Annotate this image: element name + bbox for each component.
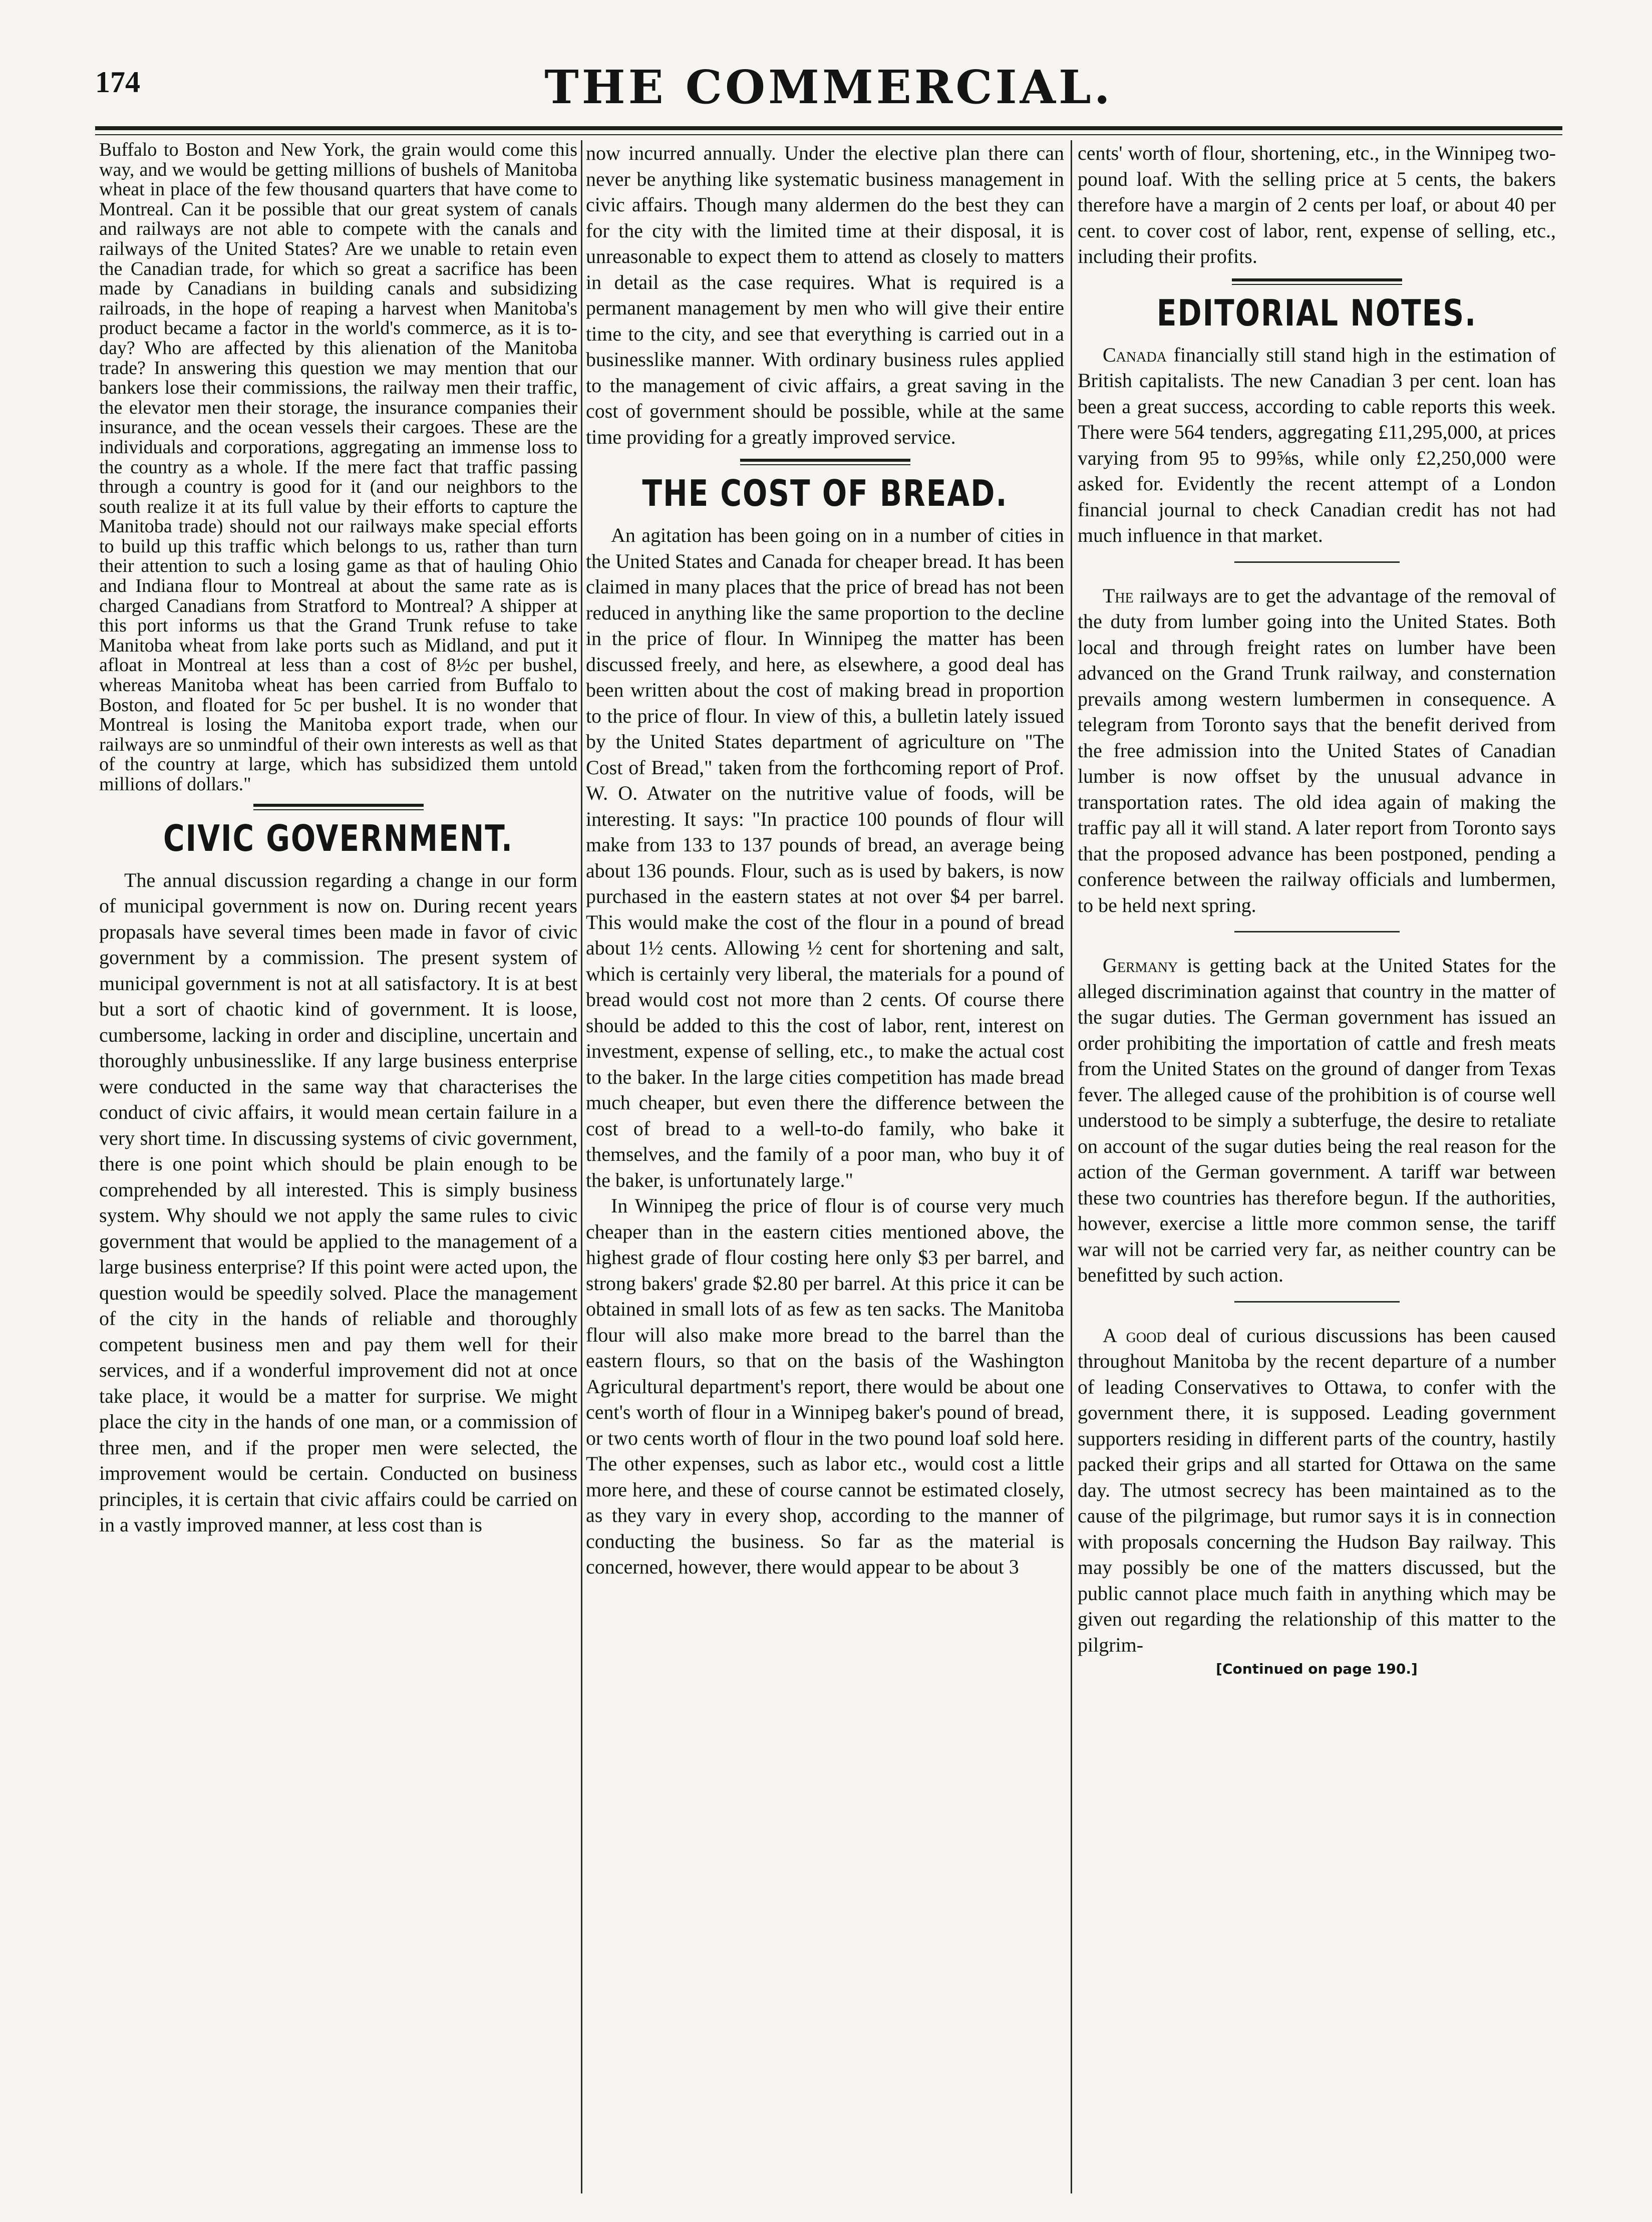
header-rule-thin xyxy=(95,134,1562,135)
header-rule xyxy=(95,126,1562,130)
section-divider xyxy=(253,804,424,810)
note-text: railways are to get the advantage of the removal of the duty from lumber going into the United States. Both local and through freight rates on lumber have been advanced on the Grand Trunk railway, and consternation prevails among western lumbermen in consequence. A telegram from Toronto says that the benefit derived from the free admission into the United States of Canadian lumber is now offset by the unusual advance in transportation rates. The old idea again of making the traffic pay all it will stand. A later report from Toronto says that the proposed advance has been postponed, pending a conference between the railway officials and lumbermen, to be held next spring. xyxy=(1078,584,1556,916)
note-divider xyxy=(1234,931,1400,932)
column-1 xyxy=(99,140,577,2198)
note-divider xyxy=(1234,561,1400,563)
note-text: is getting back at the United States for the alleged discrimination against that country in the matter of the sugar duties. The German government has issued an order prohibiting the importation of cattle and fresh meats from the United States on the ground of danger from Texas fever. The alleged cause of the prohibition is of course well understood to be simply a subterfuge, the desire to retaliate on account of the sugar duties being the real reason for the action of the German government. A tariff war between these two countries has therefore begun. If the authorities, however, exercise a little more common sense, the tariff war will not be carried very far, as neither country can be benefitted by such action. xyxy=(1078,954,1556,1286)
note-lead: Germany xyxy=(1103,954,1178,977)
editorial-note xyxy=(1078,583,1556,918)
editorial-note xyxy=(1078,1323,1556,1658)
article-paragraph: In Winnipeg the price of flour is of course very much cheaper than in the eastern cities mentioned above, the highest grade of flour costing here only $3 per barrel, and strong bakers' grade $2.80 per barrel. At this price it can be obtained in small lots of as few as ten sacks. The Manitoba flour will also make more bread to the barrel than the eastern flours, so that on the basis of the Washington Agricultural department's report, there would be about one cent's worth of flour in a Winnipeg baker's pound of bread, or two cents worth of flour in the two pound loaf sold here. The other expenses, such as labor etc., would cost a little more here, and these of course cannot be estimated closely, as they vary in every shop, according to the manner of conducting the business. So far as the material is concerned, however, there would appear to be about 3 xyxy=(586,1194,1064,1578)
editorial-note xyxy=(1078,953,1556,1288)
column-divider xyxy=(1071,140,1072,2193)
article-paragraph: cents' worth of flour, shortening, etc., in the Winnipeg two-pound loaf. With the selling price at 5 cents, the bakers therefore have a margin of 2 cents per loaf, or about 40 per cent. to cover cost of labor, rent, expense of selling, etc., including their profits. xyxy=(1078,142,1556,267)
continued-notice: [Continued on page 190.] xyxy=(1216,1661,1418,1677)
note-text: deal of curious discussions has been caused throughout Manitoba by the recent departure of a number of leading Conservatives to Ottawa, to confer with the government there, it is supposed. Leading government supporters residing in different parts of the country, hastily packed their grips and all started for Ottawa on the same day. The utmost secrecy has been maintained as to the cause of the pilgrimage, but rumor says it is in connection with proposals concerning the Hudson Bay railway. This may possibly be one of the matters discussed, but the public cannot place much faith in anything which may be given out regarding the relationship of this matter to the pilgrim- xyxy=(1078,1324,1556,1656)
section-heading-editorial-notes: EDITORIAL NOTES. xyxy=(1156,291,1477,334)
section-heading-civic-government: CIVIC GOVERNMENT. xyxy=(163,817,514,860)
section-divider xyxy=(1232,278,1402,285)
note-lead: The xyxy=(1103,584,1134,607)
section-divider xyxy=(740,459,910,465)
column-divider xyxy=(581,140,582,2193)
masthead-title: THE COMMERCIAL. xyxy=(544,60,1113,114)
page-number: 174 xyxy=(95,66,140,99)
column-2 xyxy=(586,140,1064,2198)
column-3 xyxy=(1078,140,1556,2198)
note-divider xyxy=(1234,1301,1400,1303)
note-text: financially still stand high in the estimation of British capitalists. The new Canadian 3 per cent. loan has been a great success, according to cable reports this week. There were 564 tenders, aggregating £11,295,000, at prices varying from 95 to 99⅝s, while only £2,250,000 were asked for. Evidently the recent attempt of a London financial journal to check Canadian credit has not had much influence in that market. xyxy=(1078,343,1556,546)
article-paragraph: now incurred annually. Under the elective plan there can never be anything like systematic business management in civic affairs. Though many aldermen do the best they can for the city with the limited time at their disposal, it is unreasonable to expect them to attend as closely to matters in detail as the case requires. What is required is a permanent management by men who will give their entire time to the city, and see that everything is carried out in a businesslike manner. With ordinary business rules applied to the management of civic affairs, a great saving in the cost of government should be possible, while at the same time providing for a greatly improved service. xyxy=(586,142,1064,448)
section-heading-cost-of-bread: THE COST OF BREAD. xyxy=(642,472,1008,515)
page-header xyxy=(95,60,1562,125)
article-paragraph: Buffalo to Boston and New York, the grain would come this way, and we would be getting millions of bushels of Manitoba wheat in place of the few thousand quarters that have come to Montreal. Can it be possible that our great system of canals and railways are not able to compete with the canals and railways of the United States? Are we unable to retain even the Canadian trade, for which so great a sacrifice has been made by Canadians in building canals and subsidizing railroads, in the hope of reaping a harvest when Manitoba's product became a factor in the world's commerce, as it is to-day? Who are affected by this alienation of the Manitoba trade? In answering this question we may mention that our bankers lose their commissions, the railway men their traffic, the elevator men their storage, the insurance companies their insurance, and the ocean vessels their cargoes. These are the individuals and corporations, aggregating an immense loss to the country as a whole. If the mere fact that traffic passing through a country is good for it (and our neighbors to the south realize it at its full value by their efforts to capture the Manitoba trade) should not our railways make special efforts to build up this traffic which belongs to us, rather than turn their attention to such a losing game as that of hauling Ohio and Indiana flour to Montreal at about the same rate as is charged Canadians from Stratford to Montreal? A shipper at this port informs us that the Grand Trunk refuse to take Manitoba wheat from lake ports such as Midland, and put it afloat in Montreal at less than a cost of 8½c per bushel, whereas Manitoba wheat has been carried from Buffalo to Boston, and floated for 5c per bushel. It is no wonder that Montreal is losing the Manitoba export trade, when our railways are so unmindful of their own interests as well as that of the country at large, which has subsidized them untold millions of dollars." xyxy=(99,140,577,795)
note-lead: Canada xyxy=(1103,343,1167,366)
article-paragraph: The annual discussion regarding a change in our form of municipal government is now on. During recent years propasals have several times been made in favor of civic government by a commission. The present system of municipal government is not at all satisfactory. It is at best but a sort of chaotic kind of government. It is loose, cumbersome, lacking in order and discipline, uncertain and thoroughly unbusinesslike. If any large business enterprise were conducted in the same way that characterises the conduct of civic affairs, it would mean certain failure in a very short time. In discussing systems of civic government, there is one point which should be plain enough to be comprehended by all interested. This is simply business system. Why should we not apply the same rules to civic government that would be applied to the management of a large business enterprise? If this point were acted upon, the question would be speedily solved. Place the management of the city in the hands of reliable and thoroughly competent business men and pay them well for their services, and if a wonderful improvement did not at once take place, it would be a matter for surprise. We might place the city in the hands of one man, or a commission of three men, and if the proper men were selected, the improvement would be certain. Conducted on business principles, it is certain that civic affairs could be carried on in a vastly improved manner, at less cost than is xyxy=(99,868,577,1536)
editorial-note xyxy=(1078,342,1556,548)
note-lead: A good xyxy=(1103,1324,1167,1347)
article-paragraph: An agitation has been going on in a number of cities in the United States and Canada for cheaper bread. It has been claimed in many places that the price of bread has not been reduced in anything like the same proportion to the decline in the price of flour. In Winnipeg the matter has been discussed freely, and here, as elsewhere, a good deal has been written about the cost of making bread in proportion to the price of flour. In view of this, a bulletin lately issued by the United States department of agriculture on "The Cost of Bread," taken from the forthcoming report of Prof. W. O. Atwater on the nutritive value of foods, will be interesting. It says: "In practice 100 pounds of flour will make from 133 to 137 pounds of bread, an average being about 136 pounds. Flour, such as is used by bakers, is now purchased in the eastern states at not over $4 per barrel. This would make the cost of the flour in a pound of bread about 1½ cents. Allowing ½ cent for shortening and salt, which is certainly very liberal, the materials for a pound of bread would cost not more than 2 cents. Of course there should be added to this the cost of labor, rent, interest on investment, expense of selling, etc., to make the actual cost to the baker. In the large cities competition has made bread much cheaper, but even there the difference between the cost of bread to a well-to-do family, who bake it themselves, and the family of a poor man, who buy it of the baker, is unfortunately large." xyxy=(586,524,1064,1191)
